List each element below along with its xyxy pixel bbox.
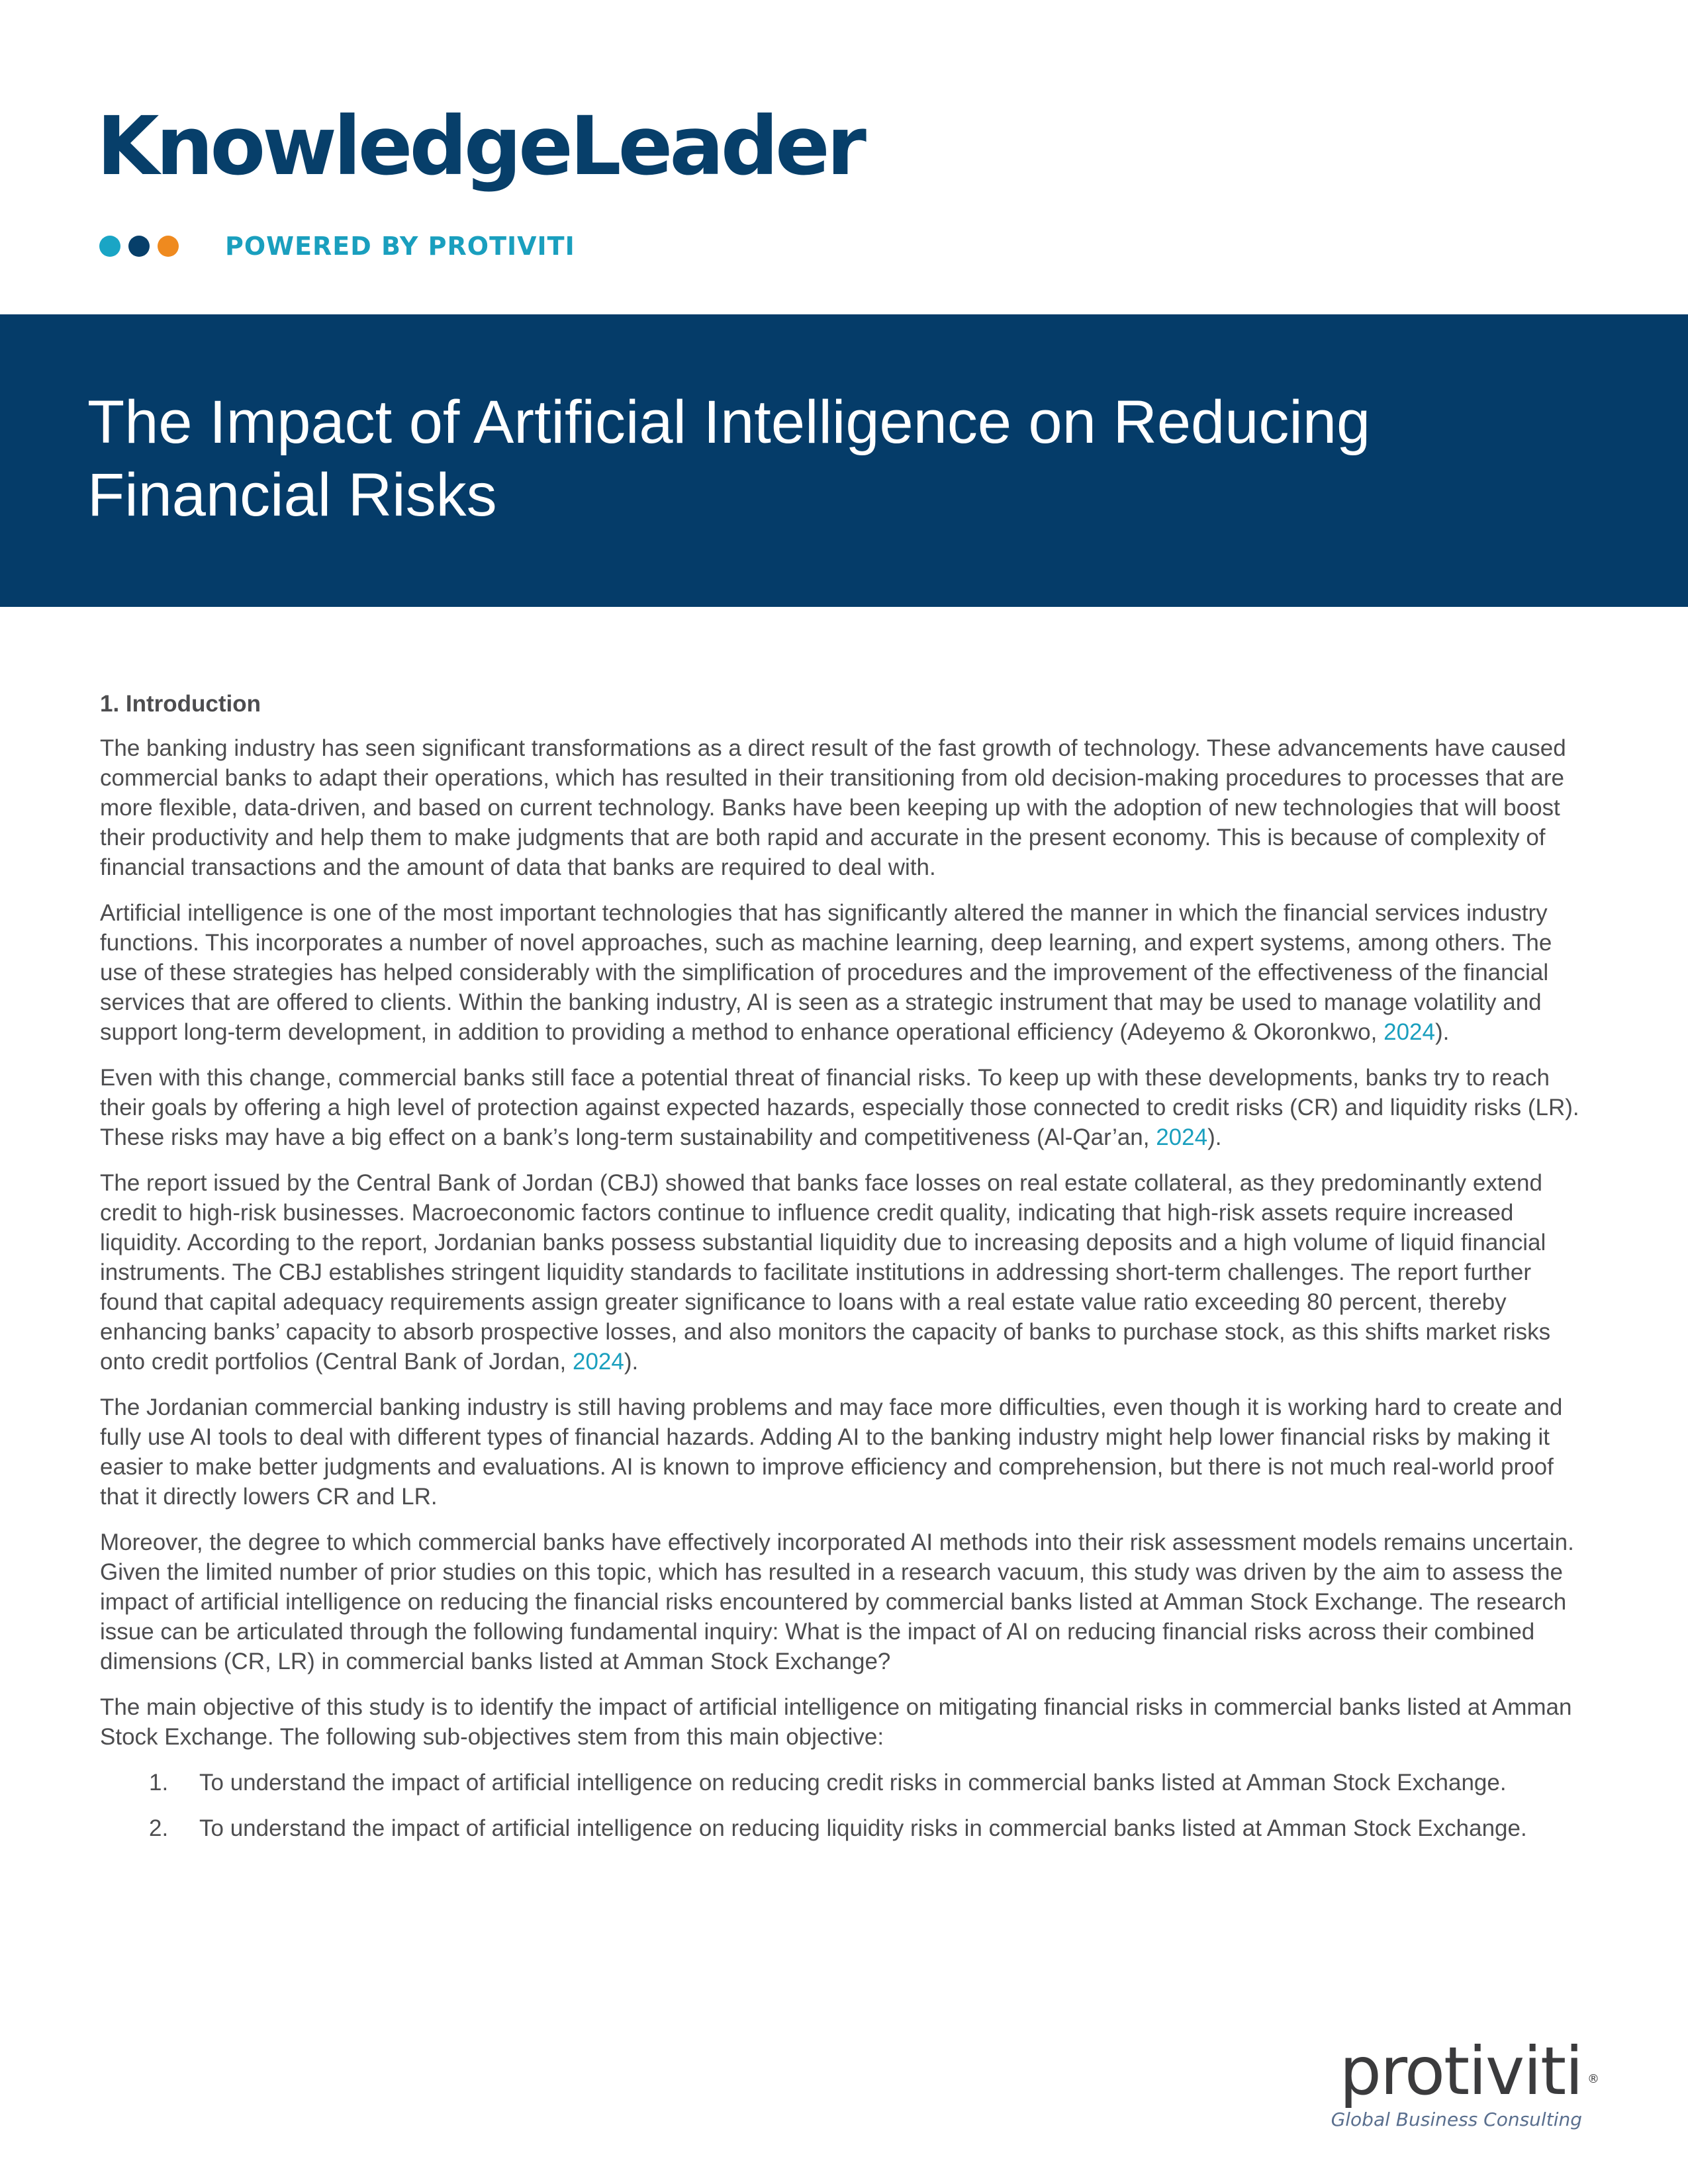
list-item bbox=[100, 1768, 1589, 1797]
citation-link[interactable]: 2024 bbox=[1156, 1124, 1208, 1150]
paragraph-4 bbox=[100, 1168, 1589, 1377]
protiviti-tagline: Global Business Consulting bbox=[1331, 2109, 1582, 2130]
citation-link[interactable]: 2024 bbox=[1383, 1019, 1435, 1045]
paragraph-text: Even with this change, commercial banks still face a potential threat of financial risks. To keep up with these developments, banks try to reach their goals by offering a high level of protection against expected hazards, especially those connected to credit risks (CR) and liquidity risks (LR). These risks may have a big effect on a bank’s long-term sustainability and competitiveness (Al-Qar’an, bbox=[100, 1065, 1579, 1150]
paragraph-7 bbox=[100, 1692, 1589, 1752]
knowledgeleader-logo: KnowledgeLeader bbox=[97, 99, 863, 193]
title-banner bbox=[0, 314, 1688, 607]
paragraph-text: The report issued by the Central Bank of Jordan (CBJ) showed that banks face losses on real estate collateral, as they predominantly extend credit to high-risk businesses. Macroeconomic factors continue to influence credit quality, indicating that high-risk assets require increased liquidity. According to the report, Jordanian banks possess substantial liquidity due to increasing deposits and a high volume of liquid financial instruments. The CBJ establishes stringent liquidity standards to facilitate institutions in addressing short-term challenges. The report further found that capital adequacy requirements assign greater significance to loans with a real estate value ratio exceeding 80 percent, thereby enhancing banks’ capacity to absorb prospective losses, and also monitors the capacity of banks to purchase stock, as this shifts market risks onto credit portfolios (Central Bank of Jordan, bbox=[100, 1170, 1551, 1375]
teal-dot-icon bbox=[99, 236, 120, 257]
list-item bbox=[100, 1813, 1589, 1843]
protiviti-wordmark bbox=[1331, 2032, 1598, 2110]
page-title: The Impact of Artificial Intelligence on Reducing Financial Risks bbox=[87, 388, 1371, 529]
section-heading: 1. Introduction bbox=[100, 691, 261, 717]
paragraph-text-end: ). bbox=[1434, 1019, 1450, 1045]
paragraph-text-end: ). bbox=[624, 1349, 639, 1375]
paragraph-5 bbox=[100, 1392, 1589, 1512]
orange-dot-icon bbox=[158, 236, 179, 257]
paragraph-text-end: ). bbox=[1207, 1124, 1222, 1150]
paragraph-text: The banking industry has seen significant transformations as a direct result of the fast growth of technology. These advancements have caused commercial banks to adapt their operations, which has resulted in their transitioning from old decision-making procedures to processes that are more flexible, data-driven, and based on current technology. Banks have been keeping up with the adoption of new technologies that will boost their productivity and help them to make judgments that are both rapid and accurate in the present economy. This is because of complexity of financial transactions and the amount of data that banks are required to deal with. bbox=[100, 735, 1566, 880]
objectives-list bbox=[100, 1768, 1589, 1843]
paragraph-text: Artificial intelligence is one of the most important technologies that has significantly altered the manner in which the financial services industry functions. This incorporates a number of novel approaches, such as machine learning, deep learning, and expert systems, among others. The use of these strategies has helped considerably with the simplification of procedures and the improvement of the effectiveness of the financial services that are offered to clients. Within the banking industry, AI is seen as a strategic instrument that may be used to manage volatility and support long-term development, in addition to providing a method to enhance operational efficiency (Adeyemo & Okoronkwo, bbox=[100, 900, 1552, 1045]
list-number: 1. bbox=[149, 1770, 169, 1796]
citation-link[interactable]: 2024 bbox=[572, 1349, 624, 1375]
paragraph-6 bbox=[100, 1527, 1589, 1676]
brand-dots bbox=[99, 236, 179, 257]
article-body bbox=[100, 688, 1589, 1859]
powered-by-label: POWERED BY PROTIVITI bbox=[225, 232, 575, 261]
list-number: 2. bbox=[149, 1815, 169, 1841]
paragraph-text: The Jordanian commercial banking industry is still having problems and may face more difficulties, even though it is working hard to create and fully use AI tools to deal with different types of financial hazards. Adding AI to the banking industry might help lower financial risks by making it easier to make better judgments and evaluations. AI is known to improve efficiency and comprehension, but there is not much real-world proof that it directly lowers CR and LR. bbox=[100, 1394, 1563, 1510]
paragraph-text: Moreover, the degree to which commercial banks have effectively incorporated AI methods into their risk assessment models remains uncertain. Given the limited number of prior studies on this topic, which has resulted in a research vacuum, this study was driven by the aim to assess the impact of artificial intelligence on reducing the financial risks encountered by commercial banks listed at Amman Stock Exchange. The research issue can be articulated through the following fundamental inquiry: What is the impact of AI on reducing financial risks across their combined dimensions (CR, LR) in commercial banks listed at Amman Stock Exchange? bbox=[100, 1529, 1574, 1674]
protiviti-wordmark-text: protiviti bbox=[1339, 2032, 1582, 2110]
protiviti-logo bbox=[1331, 2032, 1598, 2131]
registered-mark: ® bbox=[1587, 2072, 1598, 2086]
navy-dot-icon bbox=[128, 236, 150, 257]
paragraph-1 bbox=[100, 733, 1589, 882]
paragraph-3 bbox=[100, 1063, 1589, 1152]
list-item-text: To understand the impact of artificial intelligence on reducing liquidity risks in commercial banks listed at Amman Stock Exchange. bbox=[199, 1815, 1527, 1841]
paragraph-2 bbox=[100, 898, 1589, 1047]
paragraph-text: The main objective of this study is to identify the impact of artificial intelligence on mitigating financial risks in commercial banks listed at Amman Stock Exchange. The following sub-objectives stem from this main objective: bbox=[100, 1694, 1572, 1750]
list-item-text: To understand the impact of artificial intelligence on reducing credit risks in commercial banks listed at Amman Stock Exchange. bbox=[199, 1770, 1507, 1796]
